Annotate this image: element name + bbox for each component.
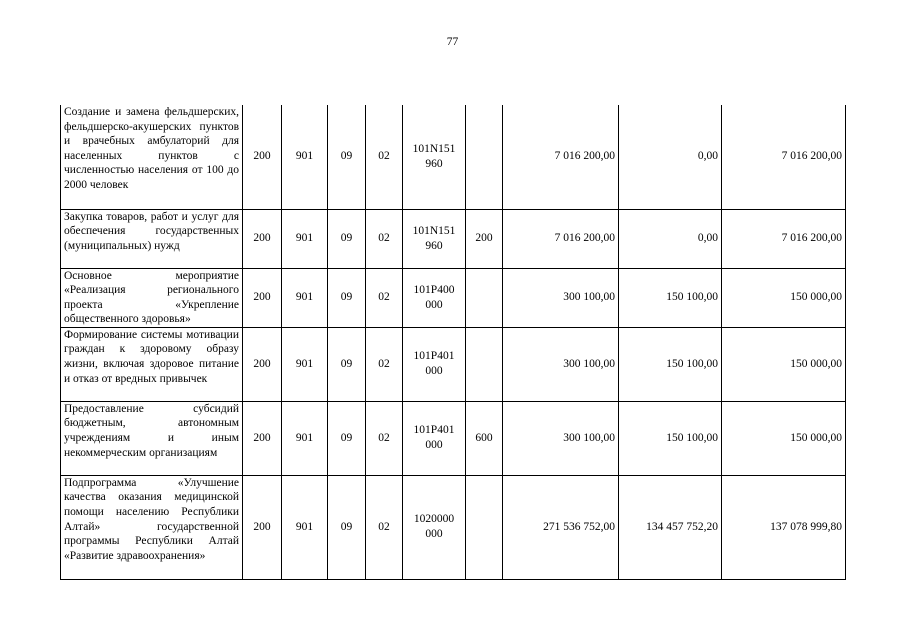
expense-type-cell xyxy=(466,327,503,401)
amount-col2-cell: 134 457 752,20 xyxy=(619,475,722,579)
amount-col3-cell: 7 016 200,00 xyxy=(722,105,846,209)
subsection-cell: 02 xyxy=(366,268,403,327)
amount-total-cell: 300 100,00 xyxy=(503,401,619,475)
section-cell: 09 xyxy=(328,327,366,401)
subsection-cell: 02 xyxy=(366,209,403,268)
amount-total-cell: 7 016 200,00 xyxy=(503,105,619,209)
table-row xyxy=(61,327,846,401)
amount-col3-cell: 150 000,00 xyxy=(722,401,846,475)
amount-col3-cell: 150 000,00 xyxy=(722,327,846,401)
section-cell: 09 xyxy=(328,401,366,475)
ministry-cell: 901 xyxy=(282,327,328,401)
target-article-line1: 101N151 xyxy=(412,224,456,237)
expense-type-cell xyxy=(466,475,503,579)
expense-type-cell xyxy=(466,268,503,327)
subsection-cell: 02 xyxy=(366,327,403,401)
amount-total-cell: 300 100,00 xyxy=(503,268,619,327)
section-cell: 09 xyxy=(328,475,366,579)
target-article-line2: 000 xyxy=(425,298,443,311)
target-article-line1: 1020000 xyxy=(413,513,455,526)
amount-col3-cell: 7 016 200,00 xyxy=(722,209,846,268)
code-cell: 200 xyxy=(243,105,282,209)
target-article-line2: 000 xyxy=(425,439,443,452)
code-cell: 200 xyxy=(243,268,282,327)
row-name: Создание и замена фельдшерских, фельдшерско-акушерских пунктов и врачебных амбулаторий для населенных пунктов с численностью населения от 100 до 2000 человек xyxy=(61,105,243,209)
target-article-line2: 960 xyxy=(425,239,443,252)
amount-col2-cell: 0,00 xyxy=(619,105,722,209)
amount-col3-cell: 150 000,00 xyxy=(722,268,846,327)
target-article-cell xyxy=(403,327,466,401)
ministry-cell: 901 xyxy=(282,105,328,209)
target-article-line1: 101P400 xyxy=(413,283,455,296)
target-article-line2: 000 xyxy=(425,528,443,541)
ministry-cell: 901 xyxy=(282,268,328,327)
row-name: Подпрограмма «Улучшение качества оказания медицинской помощи населению Республики Алтай» государственной программы Республики Алтай «Развитие здравоохранения» xyxy=(61,475,243,579)
subsection-cell: 02 xyxy=(366,475,403,579)
section-cell: 09 xyxy=(328,105,366,209)
table-row xyxy=(61,209,846,268)
code-cell: 200 xyxy=(243,475,282,579)
expense-type-cell: 200 xyxy=(466,209,503,268)
table-row xyxy=(61,268,846,327)
amount-col3-cell: 137 078 999,80 xyxy=(722,475,846,579)
subsection-cell: 02 xyxy=(366,401,403,475)
row-name: Предоставление субсидий бюджетным, автономным учреждениям и иным некоммерческим организациям xyxy=(61,401,243,475)
code-cell: 200 xyxy=(243,209,282,268)
amount-total-cell: 271 536 752,00 xyxy=(503,475,619,579)
target-article-line2: 000 xyxy=(425,365,443,378)
page-number: 77 xyxy=(446,36,459,48)
table-row xyxy=(61,475,846,579)
ministry-cell: 901 xyxy=(282,401,328,475)
target-article-cell xyxy=(403,475,466,579)
section-cell: 09 xyxy=(328,209,366,268)
target-article-line1: 101P401 xyxy=(413,350,455,363)
expense-type-cell: 600 xyxy=(466,401,503,475)
target-article-line2: 960 xyxy=(425,157,443,170)
row-name: Формирование системы мотивации граждан к здоровому образу жизни, включая здоровое питание и отказ от вредных привычек xyxy=(61,327,243,401)
target-article-cell xyxy=(403,209,466,268)
target-article-line1: 101P401 xyxy=(413,424,455,437)
amount-total-cell: 300 100,00 xyxy=(503,327,619,401)
section-cell: 09 xyxy=(328,268,366,327)
subsection-cell: 02 xyxy=(366,105,403,209)
table-row xyxy=(61,401,846,475)
target-article-cell xyxy=(403,105,466,209)
ministry-cell: 901 xyxy=(282,475,328,579)
code-cell: 200 xyxy=(243,327,282,401)
row-name: Основное мероприятие «Реализация регионального проекта «Укрепление общественного здоровья» xyxy=(61,268,243,327)
budget-table xyxy=(60,105,846,580)
ministry-cell: 901 xyxy=(282,209,328,268)
amount-col2-cell: 150 100,00 xyxy=(619,327,722,401)
target-article-cell xyxy=(403,401,466,475)
amount-col2-cell: 150 100,00 xyxy=(619,268,722,327)
code-cell: 200 xyxy=(243,401,282,475)
target-article-cell xyxy=(403,268,466,327)
amount-col2-cell: 0,00 xyxy=(619,209,722,268)
amount-col2-cell: 150 100,00 xyxy=(619,401,722,475)
row-name: Закупка товаров, работ и услуг для обеспечения государственных (муниципальных) нужд xyxy=(61,209,243,268)
expense-type-cell xyxy=(466,105,503,209)
target-article-line1: 101N151 xyxy=(412,142,456,155)
amount-total-cell: 7 016 200,00 xyxy=(503,209,619,268)
table-row xyxy=(61,105,846,209)
